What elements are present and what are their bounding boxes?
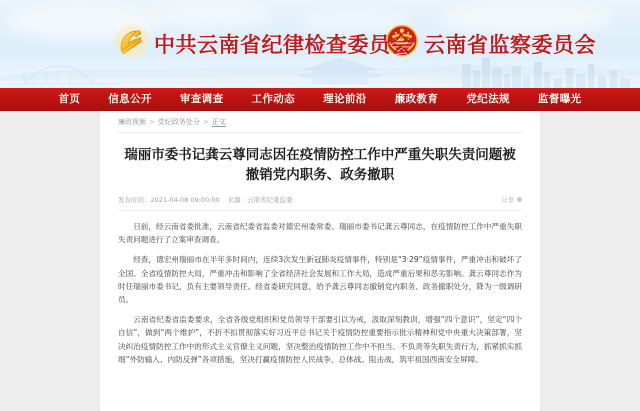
hammer-sickle-emblem-icon	[114, 23, 150, 59]
nav-item-work-updates[interactable]: 工作动态	[251, 93, 296, 105]
breadcrumb-item-2[interactable]: 党纪政务处分	[157, 118, 200, 126]
publish-time-label: 发布时间：	[118, 196, 151, 204]
content-shell	[0, 111, 640, 411]
breadcrumb[interactable]	[118, 111, 522, 133]
share-label: 分享	[501, 196, 514, 204]
article-meta	[118, 195, 522, 211]
share-button[interactable]	[501, 195, 522, 204]
nav-item-information-disclosure[interactable]: 信息公开	[108, 93, 152, 105]
nav-item-inspection-investigation[interactable]: 审查调查	[179, 93, 224, 105]
article-paragraph: 云南省纪委省监委要求，全省各级党组织和党员领导干部要引以为戒，汲取深刻教训，增强“四个意识”，坚定“四个自信”，做到“两个维护”，不折不扣贯彻落实好习近平总书记关于疫情防控重要指示批示精神和党中央重大决策部署，坚决纠治疫情防控工作中的形式主义官僚主义问题，坚决整治疫情防控工作中不担当、不负责等失职失责行为，抓紧抓实抓细“外防输入、内防反弹”各项措施，坚决打赢疫情防控人民战争、总体战、阻击战，筑牢祖国西南安全屏障。	[118, 315, 522, 364]
nav-item-integrity-education[interactable]: 廉政教育	[394, 93, 439, 105]
article-body	[118, 220, 522, 366]
source-label: 来源：	[227, 196, 248, 204]
article-paragraph: 日前，经云南省委批准，云南省纪委省监委对德宏州委常委、瑞丽市委书记龚云尊同志，在疫情防控工作中严重失职失责问题进行了立案审查调查。	[118, 222, 522, 245]
banner-titles	[0, 0, 640, 88]
nav-item-supervision-exposure[interactable]: 监督曝光	[537, 93, 582, 105]
org-title-discipline-commission: 中共云南省纪律检查委员会	[154, 33, 412, 57]
share-icon	[517, 197, 522, 202]
nav-item-home[interactable]: 首页	[58, 93, 81, 105]
nav-item-party-regulations[interactable]: 党纪法规	[466, 93, 510, 105]
main-navigation[interactable]	[0, 88, 640, 111]
page-title: 瑞丽市委书记龚云尊同志因在疫情防控工作中严重失职失责问题被撤销党内职务、政务撤职	[124, 147, 516, 183]
article-paragraph: 经查，德宏州瑞丽市在半年多时间内，连续3次发生新冠肺炎疫情事件，特别是“3·29”疫情事件，严重冲击和破坏了全国、全省疫情防控大局，严重冲击和影响了全省经济社会发展和工作大局，造成严重后果和恶劣影响。龚云尊同志作为时任瑞丽市委书记，负有主要领导责任。经省委研究同意，给予龚云尊同志撤销党内职务、政务撤职处分，降为一级调研员。	[118, 255, 522, 305]
publish-time-value: 2021-04-08 09:00:00	[150, 195, 220, 204]
breadcrumb-current: 正文	[211, 118, 226, 126]
org-title-supervisory-commission: 云南省监察委员会	[424, 33, 596, 57]
site-banner	[0, 0, 640, 88]
nav-item-theory-frontier[interactable]: 理论前沿	[323, 93, 367, 105]
content-fade	[100, 397, 540, 411]
breadcrumb-separator: >	[202, 118, 209, 126]
article-card	[100, 111, 540, 411]
source-value: 云南省纪委监委	[247, 196, 293, 204]
breadcrumb-separator: >	[149, 118, 155, 126]
breadcrumb-item-1[interactable]: 廉政视频	[118, 118, 146, 126]
